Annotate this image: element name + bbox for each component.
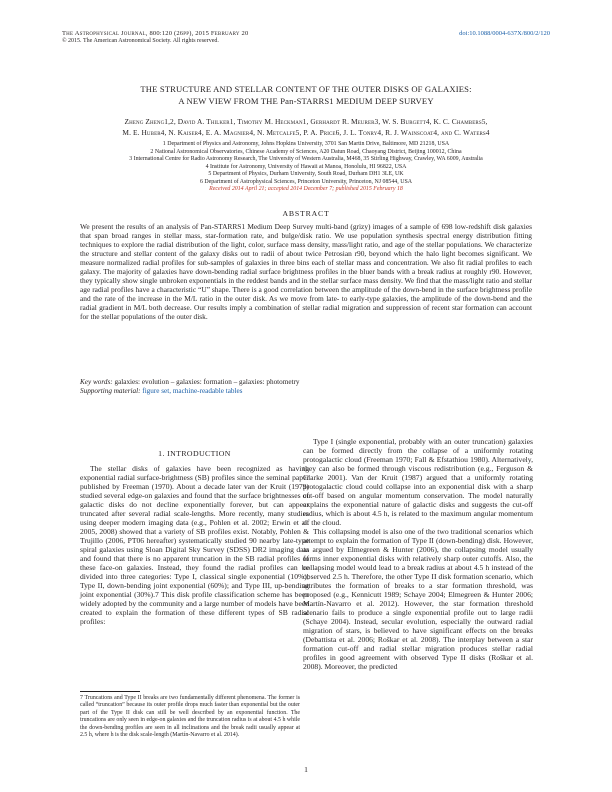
affiliation-3: 3 International Centre for Radio Astronomy Research, The University of Western Australia, M468, 35 Stirling Highway, Crawley, WA 6009, Australia [129,156,483,162]
affiliation-5: 5 Department of Physics, Durham University, South Road, Durham DH1 3LE, UK [208,171,404,177]
abstract-text: We present the results of an analysis of Pan-STARRS1 Medium Deep Survey multi-band (grizy) images of a sample of 698 low-redshift disk galaxies that span broad ranges in stellar mass, star-formation rate, and bulge/disk ratio. We use population synthesis spectral energy distribution fitting techniques to explore the radial distribution of the light, color, surface mass density, mass/light ratio, and age of the stellar populations. We characterize the structure and stellar content of the galaxy disks out to radii of about twice Petrosian r90, beyond which the halo light becomes significant. We measure normalized radial profiles for sub-samples of galaxies in three bins each of stellar mass and concentration. We also fit radial profiles to each galaxy. The majority of galaxies have down-bending radial surface brightness profiles in the bluer bands with a break radius at roughly r90. However, they typically show single unbroken exponentials in the reddest bands and in the stellar surface mass density. We find that the mass/light ratio and stellar age radial profiles have a characteristic “U” shape. There is a good correlation between the amplitude of the down-bend in the surface brightness profile and the rate of the increase in the M/L ratio in the outer disk. As we move from late- to early-type galaxies, the amplitude of the down-bend and the radial gradient in M/L both decrease. Our results imply a combination of stellar radial migration and suppression of recent star formation can account for the stellar populations of the outer disk. [80,222,532,321]
supporting-material-link[interactable]: figure set, machine-readable tables [142,387,243,395]
affiliation-6: 6 Department of Astrophysical Sciences, Princeton University, Princeton, NJ 08544, USA [200,178,412,185]
keywords-text: galaxies: evolution – galaxies: formation – galaxies: photometry [114,378,300,386]
intro-paragraph-3: This collapsing model is also one of the two traditional scenarios which attempt to explain the formation of Type II (down-bending) disk. However, as argued by Elmegreen & Hunter (2006), the collapsing model usually forms inner exponential disks with relatively sharp outer cutoffs. Also, the collapsing model would lead to a break radius at about 4.5 h instead of the observed 2.5 h. Therefore, the other Type II disk formation scenario, which attributes the formation of breaks to a star formation threshold, was proposed (e.g., Kennicutt 1989; Schaye 2004; Elmegreen & Hunter 2006; Martín-Navarro et al. 2012). However, the star formation threshold scenario fails to produce a single exponential profile out to large radii (Schaye 2004). Instead, secular evolution, especially the outward radial migration of stars, is believed to have significant effects on the breaks (Debattista et al. 2006; Roškar et al. 2008). The interplay between a star formation cut-off and radial stellar migration produces stellar radial profiles in good agreement with observed Type II disks (Roškar et al. 2008). Moreover, the predicted [303,527,533,671]
affiliation-1: 1 Department of Physics and Astronomy, Johns Hopkins University, 3701 San Martin Drive, Baltimore, MD 21218, USA [162,141,450,147]
page-number: 1 [304,765,308,774]
doi-link[interactable]: doi:10.1088/0004-637X/800/2/120 [459,30,550,37]
copyright-notice: © 2015. The American Astronomical Society. All rights reserved. [62,38,219,44]
title-line-2: A NEW VIEW FROM THE Pan-STARRS1 MEDIUM DEEP SURVEY [178,95,434,106]
affiliations [62,141,550,194]
author-list [62,117,550,138]
intro-paragraph-2: Type I (single exponential, probably with an outer truncation) galaxies can be formed directly from the collapse of a uniformly rotating protogalactic cloud (Freeman 1970; Fall & Efstathiou 1980). Alternatively, they can also be formed through viscous redistribution (e.g., Ferguson & Clarke 2001). Van der Kruit (1987) argued that a uniformly rotating protogalactic cloud could collapse into an exponential disk with a sharp cut-off based on angular momentum conservation. The model naturally explains the exponential nature of galactic disks and suggests the cut-off radius, which is about 4.5 h, is related to the maximum angular momentum of the cloud. [303,437,533,527]
author-line-1: Zheng Zheng1,2, David A. Thilker1, Timothy M. Heckman1, Gerhardt R. Meurer3, W. S. Burgett4, K. C. Chambers5, [124,117,488,126]
footnote-7: 7 Truncations and Type II breaks are two fundamentally different phenomena. The former is called “truncation” because its outer profile drops much faster than exponential but the outer part of the Type II disk can still be well described by an exponential function. The truncations are only seen in edge-on galaxies and the truncation radius is at about 4.5 h while the down-bending profiles are seen in all inclinations and the break radii usually appear at 2.5 h, where h is the disk scale-length (Martín-Navarro et al. 2014). [80,695,300,739]
running-header-journal: The Astrophysical Journal, 800:120 (26pp), 2015 February 20 [62,30,249,37]
paper-title [62,84,550,107]
author-line-2: M. E. Huber4, N. Kaiser4, E. A. Magnier4, N. Metcalfe5, P. A. Price6, J. L. Tonry4, R. J. Wainscoat4, and C. Waters4 [122,127,490,137]
title-line-1: THE STRUCTURE AND STELLAR CONTENT OF THE OUTER DISKS OF GALAXIES: [140,84,472,94]
keywords-block [80,378,532,396]
abstract-heading: ABSTRACT [282,209,330,218]
affiliation-4: 4 Institute for Astronomy, University of Hawaii at Manoa, Honolulu, HI 96822, USA [205,163,407,170]
left-column [80,449,309,626]
keywords-label: Key words: [80,378,113,386]
footnote-divider [80,691,140,692]
affiliation-2: 2 National Astronomical Observatories, Chinese Academy of Sciences, A20 Datun Road, Chaoyang District, Beijing 100012, China [150,148,462,155]
supporting-material-label: Supporting material: [80,387,141,395]
right-column [303,437,533,671]
intro-paragraph-1: The stellar disks of galaxies have been recognized as having exponential radial surface-brightness (SB) profiles since the seminal paper published by Freeman (1970). About a decade later van der Kruit (1979) studied several edge-on galaxies and found that the surface brightnesses of galactic disks do not decline exponentially forever, but can appear truncated after several radial scale-lengths. More recently, many studies using deeper modern imaging data (e.g., Pohlen et al. 2002; Erwin et al. 2005, 2008) showed that a variety of SB profiles exist. Notably, Pohlen & Trujillo (2006, PT06 hereafter) systematically studied 90 nearby late-type spiral galaxies using Sloan Digital Sky Survey (SDSS) DR2 imaging data and found that there is no apparent truncation in the SB radial profiles of these face-on galaxies. Instead, they found the radial profiles can be divided into three categories: Type I, classical single exponential (10%); Type II, down-bending joint exponential (60%); and Type III, up-bending joint exponential (30%).7 This disk profile classification scheme has been widely adopted by the community and a large number of models have been created to explain the formation of these different types of SB radial profiles: [80,464,309,626]
section-heading-introduction: 1. INTRODUCTION [158,449,231,458]
received-dates: Received 2014 April 21; accepted 2014 December 7; published 2015 February 18 [209,186,403,192]
